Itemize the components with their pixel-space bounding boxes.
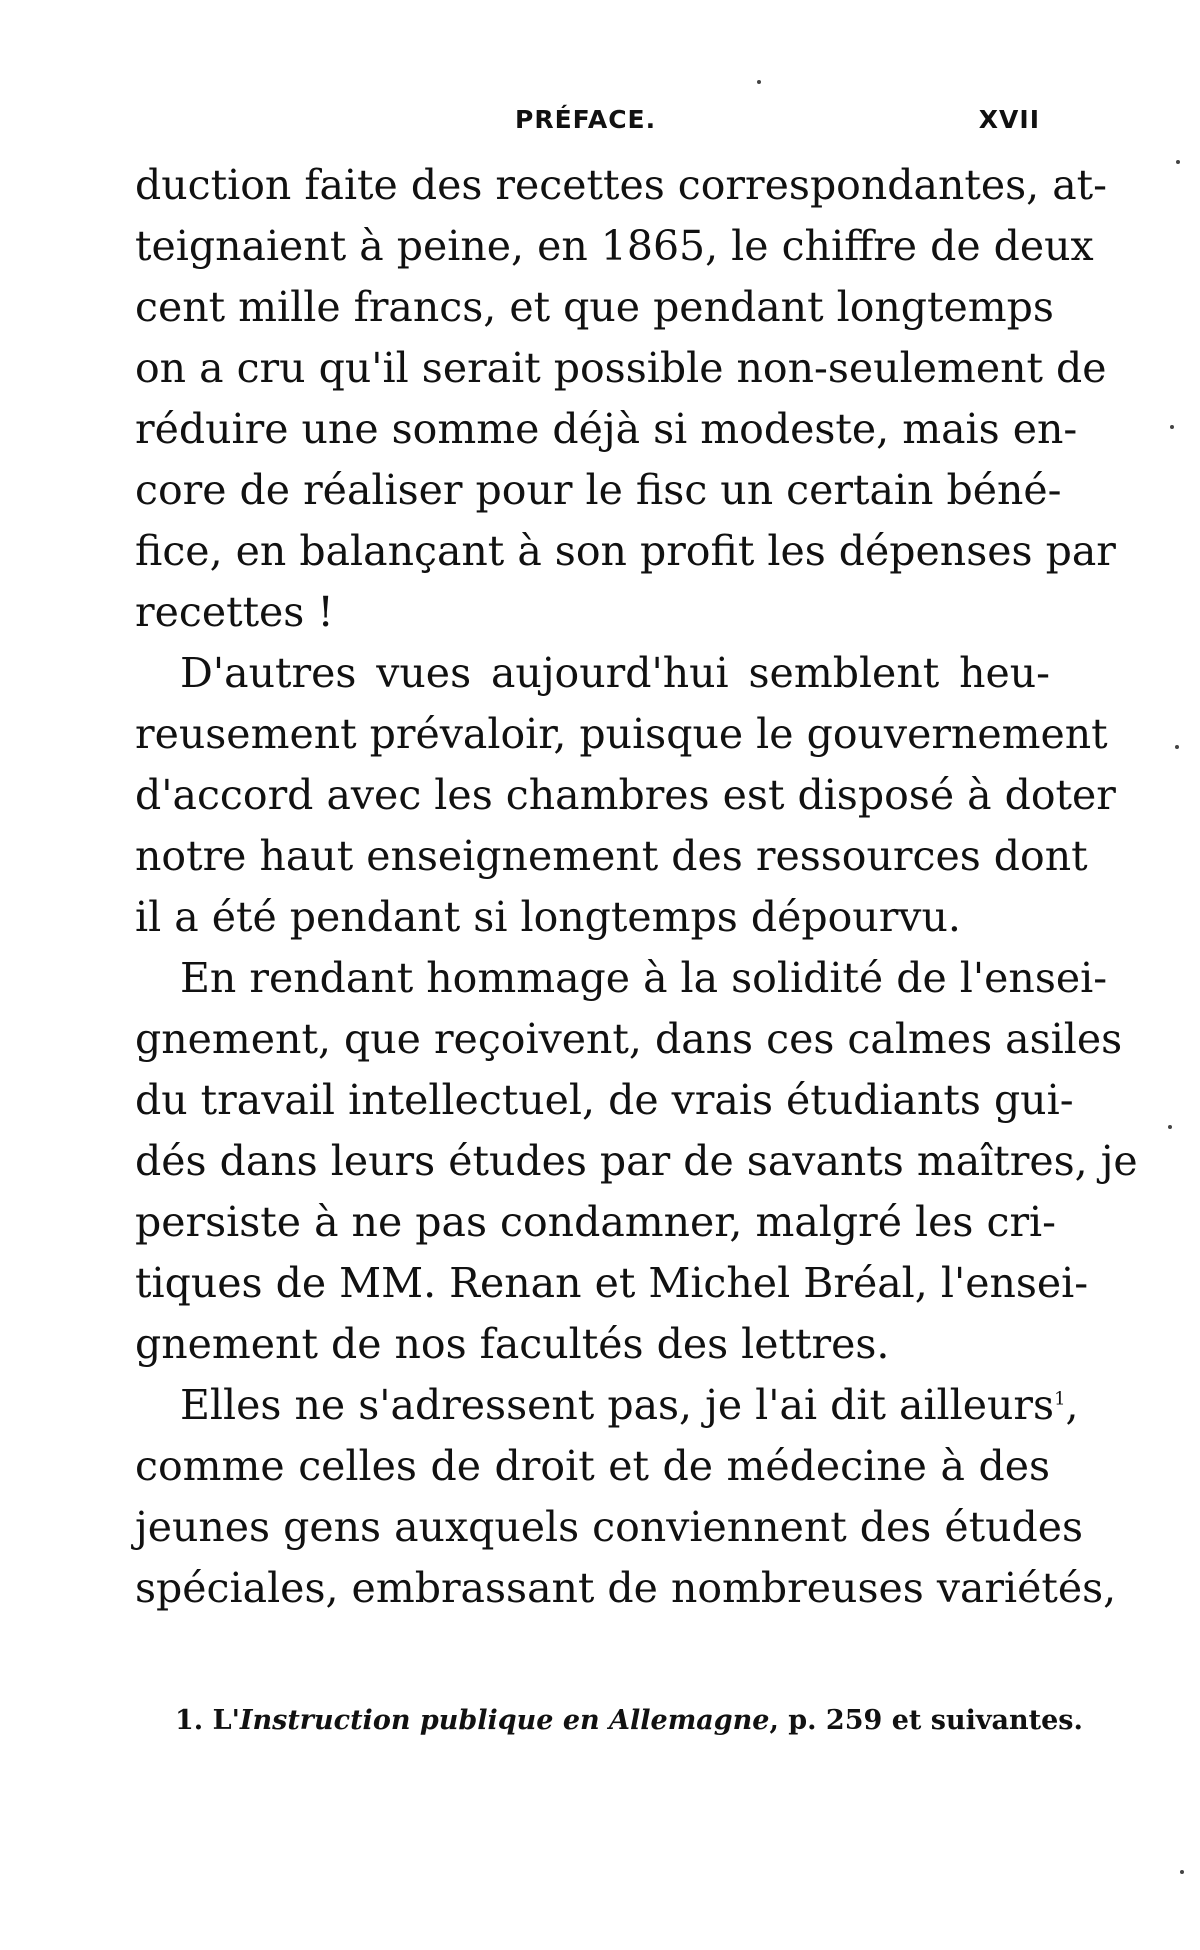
text-line: teignaient à peine, en 1865, le chiffre de deux — [135, 222, 1094, 270]
paragraph-1 — [135, 155, 1116, 643]
print-speck — [1170, 425, 1174, 429]
footnote-number: 1. — [175, 1705, 204, 1736]
paragraph-4 — [135, 1375, 1117, 1619]
text-line: on a cru qu'il serait possible non-seulement de — [135, 344, 1107, 392]
footnote-prefix: L' — [212, 1705, 240, 1736]
text-line: d'accord avec les chambres est disposé à doter — [135, 771, 1116, 819]
text-line: reusement prévaloir, puisque le gouvernement — [135, 710, 1108, 758]
text-line: En rendant hommage à la solidité de l'ensei- — [180, 954, 1108, 1002]
paragraph-2 — [135, 643, 1116, 948]
paragraph-3 — [135, 948, 1138, 1375]
print-speck — [1176, 160, 1180, 164]
footnote-marker-suffix: , — [1065, 1381, 1079, 1429]
text-line: gnement de nos facultés des lettres. — [135, 1320, 890, 1368]
text-line: comme celles de droit et de médecine à des — [135, 1442, 1050, 1490]
text-line: jeunes gens auxquels conviennent des études — [135, 1503, 1084, 1551]
footnote — [175, 1705, 1083, 1736]
page-number: XVII — [978, 105, 1040, 134]
print-speck — [1168, 1125, 1172, 1129]
text-line: persiste à ne pas condamner, malgré les cri- — [135, 1198, 1057, 1246]
text-line: duction faite des recettes correspondantes, at- — [135, 161, 1107, 209]
text-line: gnement, que reçoivent, dans ces calmes asiles — [135, 1015, 1123, 1063]
text-line: notre haut enseignement des ressources dont — [135, 832, 1088, 880]
body-text — [135, 155, 1138, 1619]
text-line: réduire une somme déjà si modeste, mais en- — [135, 405, 1078, 453]
text-line: du travail intellectuel, de vrais étudiants gui- — [135, 1076, 1074, 1124]
running-head — [135, 95, 1050, 135]
text-line: fice, en balançant à son profit les dépenses par — [135, 527, 1116, 575]
text-line: dés dans leurs études par de savants maîtres, je — [135, 1137, 1138, 1185]
text-line-with-note — [135, 1375, 1079, 1436]
book-page — [135, 95, 1138, 1619]
text-line: cent mille francs, et que pendant longtemps — [135, 283, 1054, 331]
print-speck — [1175, 745, 1179, 749]
text-line: D'autres vues aujourd'hui semblent heu- — [180, 649, 1050, 697]
print-speck — [757, 80, 761, 84]
text-line-content: Elles ne s'adressent pas, je l'ai dit ailleurs — [180, 1381, 1055, 1429]
text-line: recettes ! — [135, 588, 334, 636]
footnote-rest: , p. 259 et suivantes. — [769, 1705, 1083, 1736]
running-title: PRÉFACE. — [515, 105, 657, 134]
text-line: tiques de MM. Renan et Michel Bréal, l'ensei- — [135, 1259, 1089, 1307]
text-line: core de réaliser pour le fisc un certain béné- — [135, 466, 1062, 514]
text-line: il a été pendant si longtemps dépourvu. — [135, 893, 961, 941]
footnote-marker: 1 — [1054, 1388, 1066, 1410]
footnote-title: Instruction publique en Allemagne — [239, 1705, 770, 1736]
text-line: spéciales, embrassant de nombreuses variétés, — [135, 1564, 1117, 1612]
print-speck — [1180, 1870, 1184, 1874]
